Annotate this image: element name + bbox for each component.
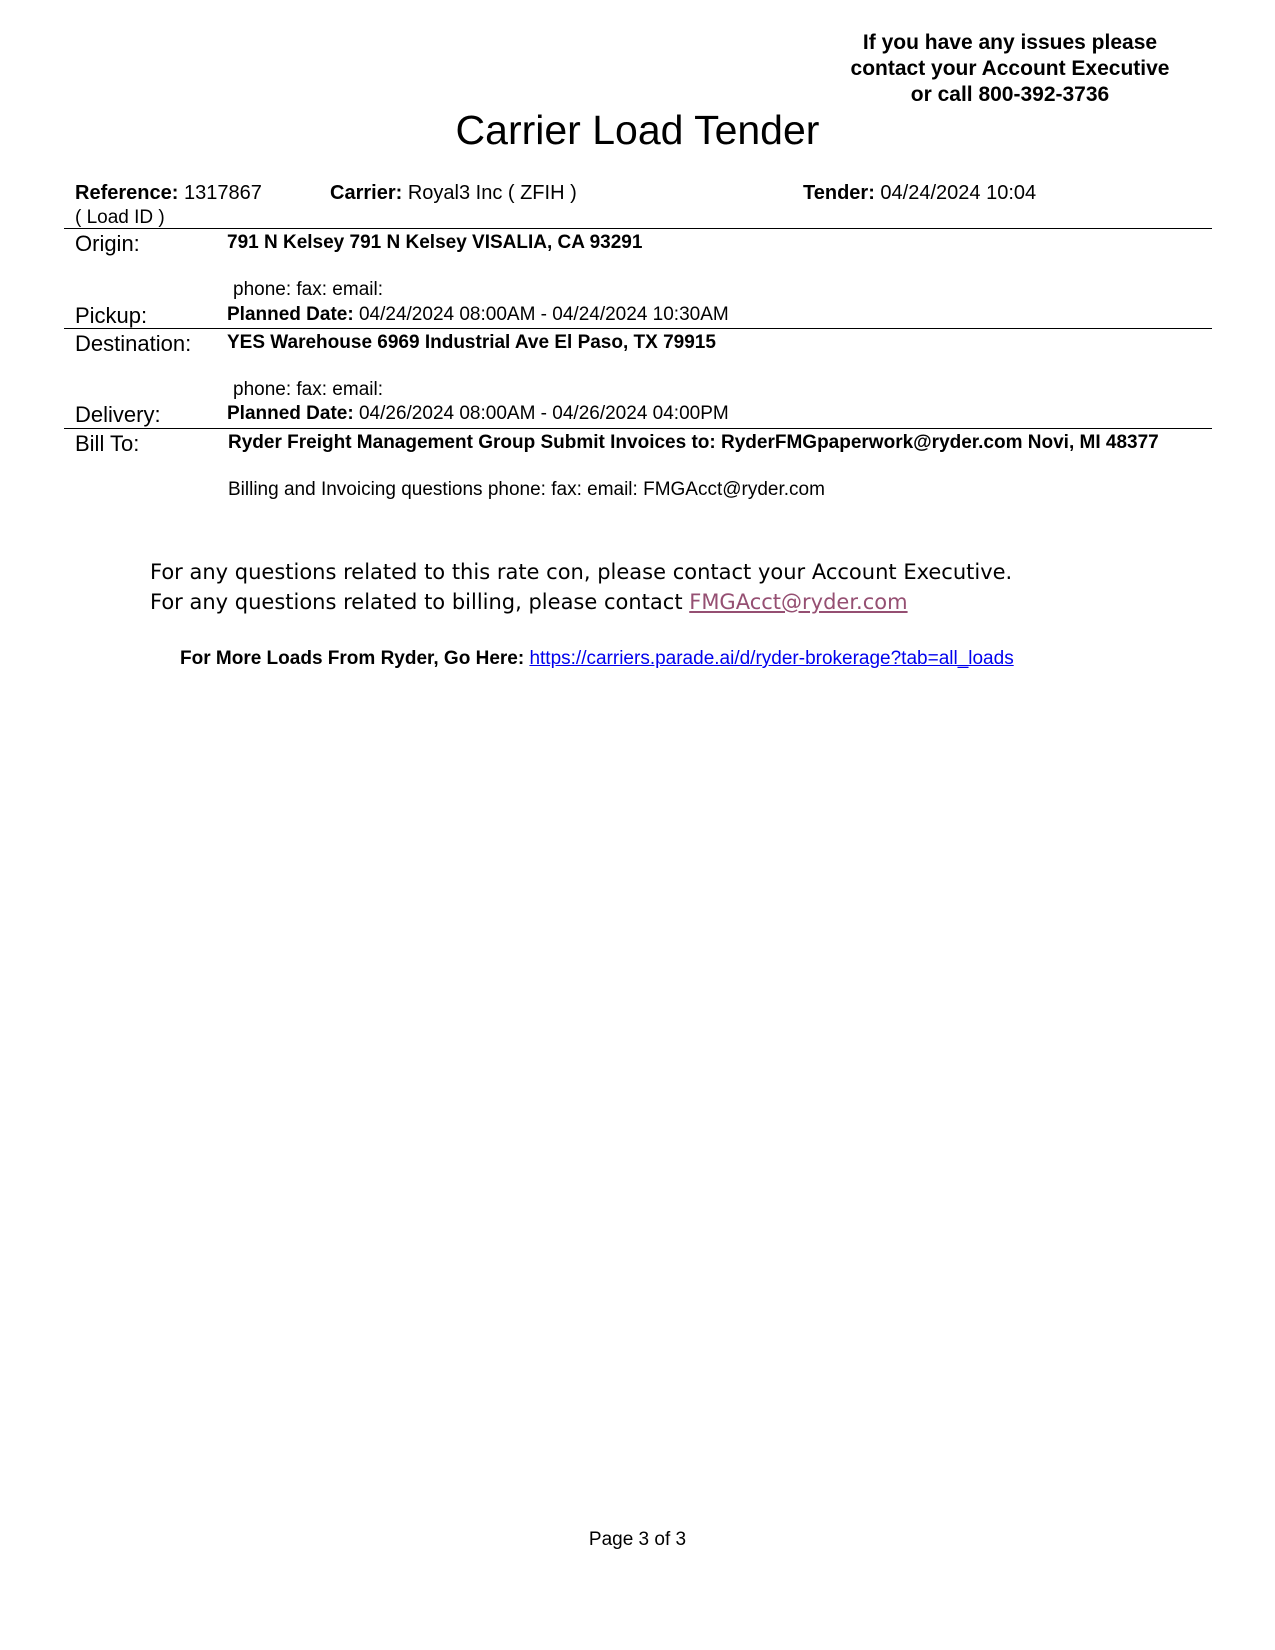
reference-label: Reference: bbox=[75, 182, 179, 204]
pickup-planned-label: Planned Date: bbox=[227, 304, 354, 325]
tender-value: 04/24/2024 10:04 bbox=[880, 182, 1037, 204]
carrier-value: Royal3 Inc ( ZFIH ) bbox=[407, 182, 577, 204]
more-loads-link[interactable]: https://carriers.parade.ai/d/ryder-brokerage?tab=all_loads bbox=[529, 648, 1014, 669]
carrier-field bbox=[330, 182, 577, 204]
billing-questions: Billing and Invoicing questions phone: fax: email: FMGAcct@ryder.com bbox=[228, 479, 825, 500]
reference-field bbox=[75, 182, 262, 204]
delivery-planned-date bbox=[227, 403, 729, 425]
origin-contact: phone: fax: email: bbox=[233, 279, 383, 300]
page-number: Page 3 of 3 bbox=[588, 1529, 687, 1550]
rate-con-note: For any questions related to this rate con, please contact your Account Executive. bbox=[150, 560, 1013, 584]
carrier-label: Carrier: bbox=[330, 182, 403, 204]
tender-field bbox=[803, 182, 1036, 204]
delivery-planned-label: Planned Date: bbox=[227, 403, 354, 424]
delivery-planned-value: 04/26/2024 08:00AM - 04/26/2024 04:00PM bbox=[358, 403, 729, 424]
billing-note bbox=[150, 587, 908, 617]
contact-notice bbox=[800, 30, 1220, 108]
document-title: Carrier Load Tender bbox=[455, 107, 820, 153]
contact-notice-line1: If you have any issues please bbox=[862, 31, 1158, 54]
delivery-label: Delivery: bbox=[75, 402, 161, 427]
bill-to-name: Ryder Freight Management Group Submit Invoices to: RyderFMGpaperwork@ryder.com Novi, MI 48377 bbox=[228, 432, 1159, 453]
billing-email-link[interactable]: FMGAcct@ryder.com bbox=[689, 590, 908, 614]
pickup-planned-value: 04/24/2024 08:00AM - 04/24/2024 10:30AM bbox=[358, 304, 729, 325]
reference-value: 1317867 bbox=[183, 182, 262, 204]
destination-contact: phone: fax: email: bbox=[233, 379, 383, 400]
contact-notice-line2: contact your Account Executive bbox=[850, 57, 1170, 80]
pickup-planned-date bbox=[227, 304, 729, 326]
destination-address: YES Warehouse 6969 Industrial Ave El Paso, TX 79915 bbox=[227, 332, 716, 353]
billing-note-text: For any questions related to billing, please contact bbox=[150, 590, 690, 614]
divider-header bbox=[64, 228, 1212, 229]
reference-sublabel: ( Load ID ) bbox=[75, 207, 165, 228]
contact-notice-line3: or call 800-392-3736 bbox=[910, 83, 1110, 106]
more-loads-label: For More Loads From Ryder, Go Here: bbox=[180, 648, 525, 669]
bill-to-label: Bill To: bbox=[75, 431, 140, 456]
tender-label: Tender: bbox=[803, 182, 875, 204]
divider-origin bbox=[64, 328, 1212, 329]
pickup-label: Pickup: bbox=[75, 303, 148, 328]
divider-destination bbox=[64, 428, 1212, 429]
origin-label: Origin: bbox=[75, 231, 140, 256]
destination-label: Destination: bbox=[75, 331, 192, 356]
more-loads bbox=[180, 648, 1014, 670]
origin-address: 791 N Kelsey 791 N Kelsey VISALIA, CA 93291 bbox=[227, 232, 643, 253]
